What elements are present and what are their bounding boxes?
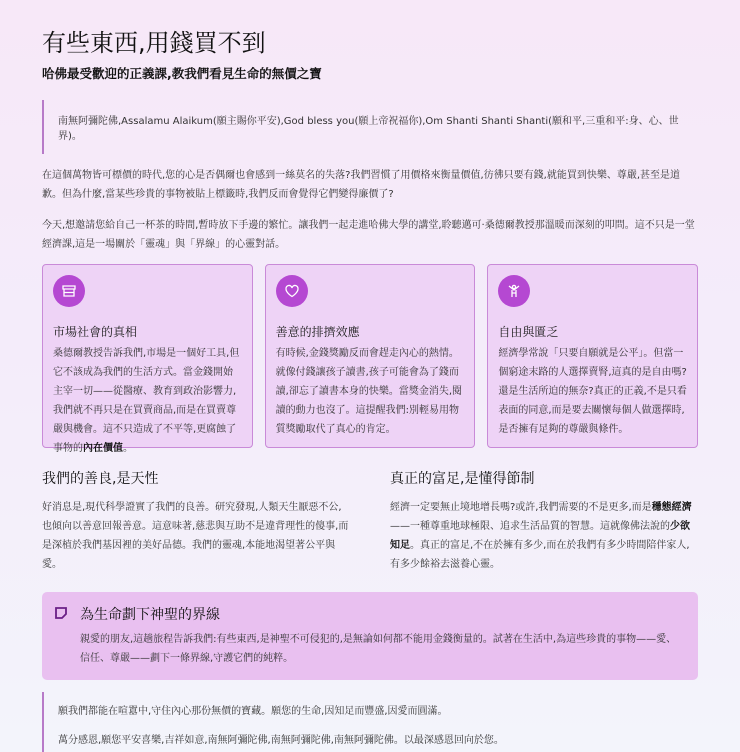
card-text: 桑德爾教授告訴我們,市場是一個好工具,但它不該成為我們的生活方式。當金錢開始主宰一切——從醫療、教育到政治影響力,我們就不再只是在買賣商品,而是在買賣尊嚴與機會。這不只造成了不平等,更腐蝕了事物的內在價值。 — [53, 348, 240, 454]
card-title: 善意的排擠效應 — [275, 325, 360, 339]
intro-paragraph: 今天,想邀請您給自己一杯茶的時間,暫時放下手邊的繁忙。讓我們一起走進哈佛大學的講堂,聆聽邁可·桑德爾教授那溫暖而深刻的叩問。這不只是一堂經濟課,這是一場關於「靈魂」與「界線」的心靈對話。 — [42, 220, 695, 250]
section-text: 經濟一定要無止境地增長嗎?或許,我們需要的不是更多,而是穩態經濟——一種尊重地球極限、追求生活品質的智慧。這就像佛法說的少欲知足。真正的富足,不在於擁有多少,而在於我們有多少時間陪伴家人,有多少餘裕去滋養心靈。 — [390, 502, 692, 570]
highlight-title: 為生命劃下神聖的界線 — [80, 607, 220, 623]
card-text: 經濟學常說「只要自願就是公平」。但當一個窮途末路的人選擇賣腎,這真的是自由嗎?還是生活所迫的無奈?真正的正義,不是只看表面的同意,而是要去關懷每個人做選擇時,是否擁有足夠的尊嚴與條件。 — [498, 348, 687, 435]
heart-icon — [276, 275, 308, 307]
card-grid — [42, 264, 698, 454]
person-icon — [498, 275, 530, 307]
highlight-box — [42, 592, 698, 680]
page-title: 有些東西,用錢買不到 — [42, 29, 266, 57]
section-abundance — [390, 468, 698, 574]
section-kindness — [42, 468, 350, 574]
intro-paragraph: 在這個萬物皆可標價的時代,您的心是否偶爾也會感到一絲莫名的失落?我們習慣了用價格來衡量價值,彷彿只要有錢,就能買到快樂、尊嚴,甚至是道歉。但為什麼,當某些珍貴的事物被貼上標籤時,我們反而會覺得它們變得廉價了? — [42, 170, 681, 200]
page-subtitle: 哈佛最受歡迎的正義課,教我們看見生命的無價之寶 — [42, 66, 322, 81]
section-title: 我們的善良,是天性 — [42, 471, 159, 487]
closing-line: 願我們都能在喧囂中,守住內心那份無價的寶藏。願您的生命,因知足而豐盛,因愛而圓滿。 — [58, 706, 448, 717]
two-column-sections — [42, 468, 698, 574]
article — [42, 28, 698, 752]
card-market-truth — [42, 264, 253, 454]
card-title: 自由與匱乏 — [498, 325, 559, 339]
section-text: 好消息是,現代科學證實了我們的良善。研究發現,人類天生厭惡不公,也傾向以善意回報善意。這意味著,慈悲與互助不是違背理性的傻事,而是深植於我們基因裡的美好品德。我們的靈魂,本能地渴望著公平與愛。 — [42, 502, 349, 570]
highlight-text: 親愛的朋友,這趟旅程告訴我們:有些東西,是神聖不可侵犯的,是無論如何都不能用金錢衡量的。試著在生活中,為這些珍貴的事物——愛、信任、尊嚴——劃下一條界線,守護它們的純粹。 — [80, 634, 677, 664]
card-freedom — [487, 264, 698, 448]
card-title: 市場社會的真相 — [53, 325, 138, 339]
closing-quote — [42, 692, 698, 752]
note-icon — [54, 605, 68, 624]
card-text: 有時候,金錢獎勵反而會趕走內心的熱情。就像付錢讓孩子讀書,孩子可能會為了錢而讀,卻忘了讀書本身的快樂。當獎金消失,閱讀的動力也沒了。這提醒我們:別輕易用物質獎勵取代了真心的肯定。 — [275, 348, 463, 435]
card-crowding-out — [265, 264, 476, 448]
blessing-quote: 南無阿彌陀佛,Assalamu Alaikum(願主賜你平安),God bless you(願上帝祝福你),Om Shanti Shanti Shanti(願和平,三重和平:身、心、世界)。 — [42, 100, 698, 154]
store-icon — [53, 275, 85, 307]
closing-line: 萬分感恩,願您平安喜樂,吉祥如意,南無阿彌陀佛,南無阿彌陀佛,南無阿彌陀佛。以最深感恩回向於您。 — [58, 735, 504, 746]
section-title: 真正的富足,是懂得節制 — [390, 471, 535, 487]
